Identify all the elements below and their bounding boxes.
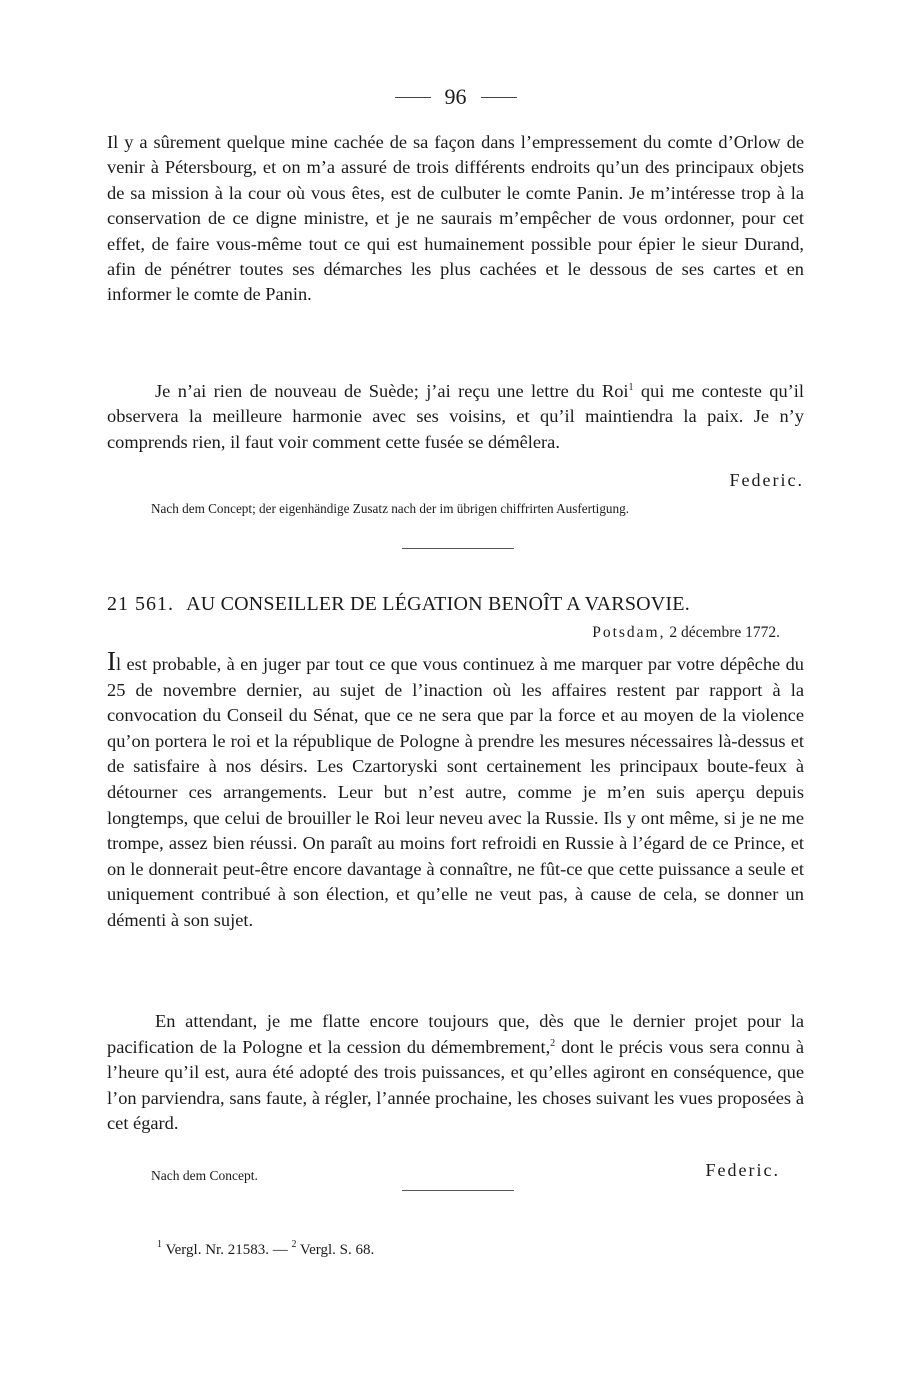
previous-letter-paragraph-2	[107, 379, 804, 455]
letter-heading	[107, 593, 804, 616]
letter-number: 21 561.	[107, 593, 174, 615]
dateline-place: Potsdam,	[592, 624, 666, 641]
paragraph-text: En attendant, je me flatte encore toujours que, dès que le dernier projet pour la pacification de la Pologne et la cession du démembrement,	[107, 1011, 804, 1057]
footnote-text: Vergl. S. 68.	[296, 1242, 375, 1258]
paragraph	[107, 379, 804, 455]
editorial-note: Nach dem Concept.	[151, 1168, 258, 1183]
paragraph-text: qui me conteste qu’il observera la meilleure harmonie avec ses voisins, et qu’il maintiendra la paix. Je n’y comprends rien, il faut voir comment cette fusée se démêlera.	[107, 381, 804, 452]
initial-letter: I	[107, 646, 116, 676]
header-dash-left	[395, 97, 431, 98]
paragraph	[107, 1009, 804, 1137]
page-header	[107, 84, 804, 110]
footnote-marker: 2	[291, 1239, 297, 1250]
letter-paragraph-1	[107, 646, 804, 934]
paragraph: Il y a sûrement quelque mine cachée de sa façon dans l’empressement du comte d’Orlow de venir à Pétersbourg, et on m’a assuré de trois différents endroits qu’un des principaux objets de sa mission à la cour où vous êtes, est de culbuter le comte Panin. Je m’intéresse trop à la conservation de ce digne ministre, et je ne saurais m’empêcher de vous ordonner, pour cet effet, de faire vous-même tout ce qui est humainement possible pour épier le sieur Durand, afin de pénétrer toutes ses démarches les plus cachées et le dessous de ses cartes et en informer le comte de Panin.	[107, 132, 804, 305]
footnotes	[157, 1239, 375, 1259]
section-divider	[402, 1190, 514, 1191]
paragraph	[107, 646, 804, 934]
footnote-reference: 1	[628, 382, 634, 393]
letter-paragraph-2	[107, 1009, 804, 1137]
paragraph-text: dont le précis vous sera connu à l’heure qu’il est, aura été adopté des trois puissances, et qu’elles agiront en conséquence, que l’on parviendra, sans faute, à régler, l’année prochaine, les choses suivant les vues proposées à cet égard.	[107, 1036, 804, 1134]
page-number: 96	[444, 84, 467, 109]
editorial-note: Nach dem Concept; der eigenhändige Zusatz nach der im übrigen chiffrirten Ausfertigung.	[151, 501, 630, 516]
letter-title: AU CONSEILLER DE LÉGATION BENOÎT A VARSOVIE.	[186, 593, 690, 615]
dateline-date: 2 décembre 1772.	[669, 624, 780, 641]
footnote-reference: 2	[550, 1037, 556, 1049]
previous-letter-paragraph-1	[107, 130, 804, 308]
dateline	[592, 624, 780, 642]
signature: Federic.	[729, 470, 804, 490]
signature: Federic.	[705, 1160, 780, 1180]
paragraph-text: Je n’ai rien de nouveau de Suède; j’ai reçu une lettre du Roi	[155, 381, 629, 401]
header-dash-right	[481, 97, 517, 98]
footnote-text: Vergl. Nr. 21583. —	[162, 1242, 292, 1258]
footnote-marker: 1	[157, 1239, 162, 1250]
paragraph-text: l est probable, à en juger par tout ce que vous continuez à me marquer par votre dépêche du 25 de novembre dernier, au sujet de l’inaction où les affaires restent par rapport à la convocation du Conseil du Sénat, que ce ne sera que par la force et au moyen de la violence qu’on portera le roi et la république de Pologne à prendre les mesures nécessaires là-dessus et de satisfaire à nos désirs. Les Czartoryski sont certainement les principaux boute-feux à détourner ces arrangements. Leur but n’est autre, comme je m’en suis aperçu depuis longtemps, que celui de brouiller le Roi leur neveu avec la Russie. Ils y ont même, si je ne me trompe, assez bien réussi. On paraît au moins fort refroidi en Russie à l’égard de ce Prince, et on le donnerait peut-être encore davantage à connaître, ne fût-ce que cette puissance a seule et uniquement contribué à son élection, et qu’elle ne veut pas, à cause de cela, se donner un démenti à son sujet.	[107, 654, 804, 930]
section-divider	[402, 548, 514, 549]
